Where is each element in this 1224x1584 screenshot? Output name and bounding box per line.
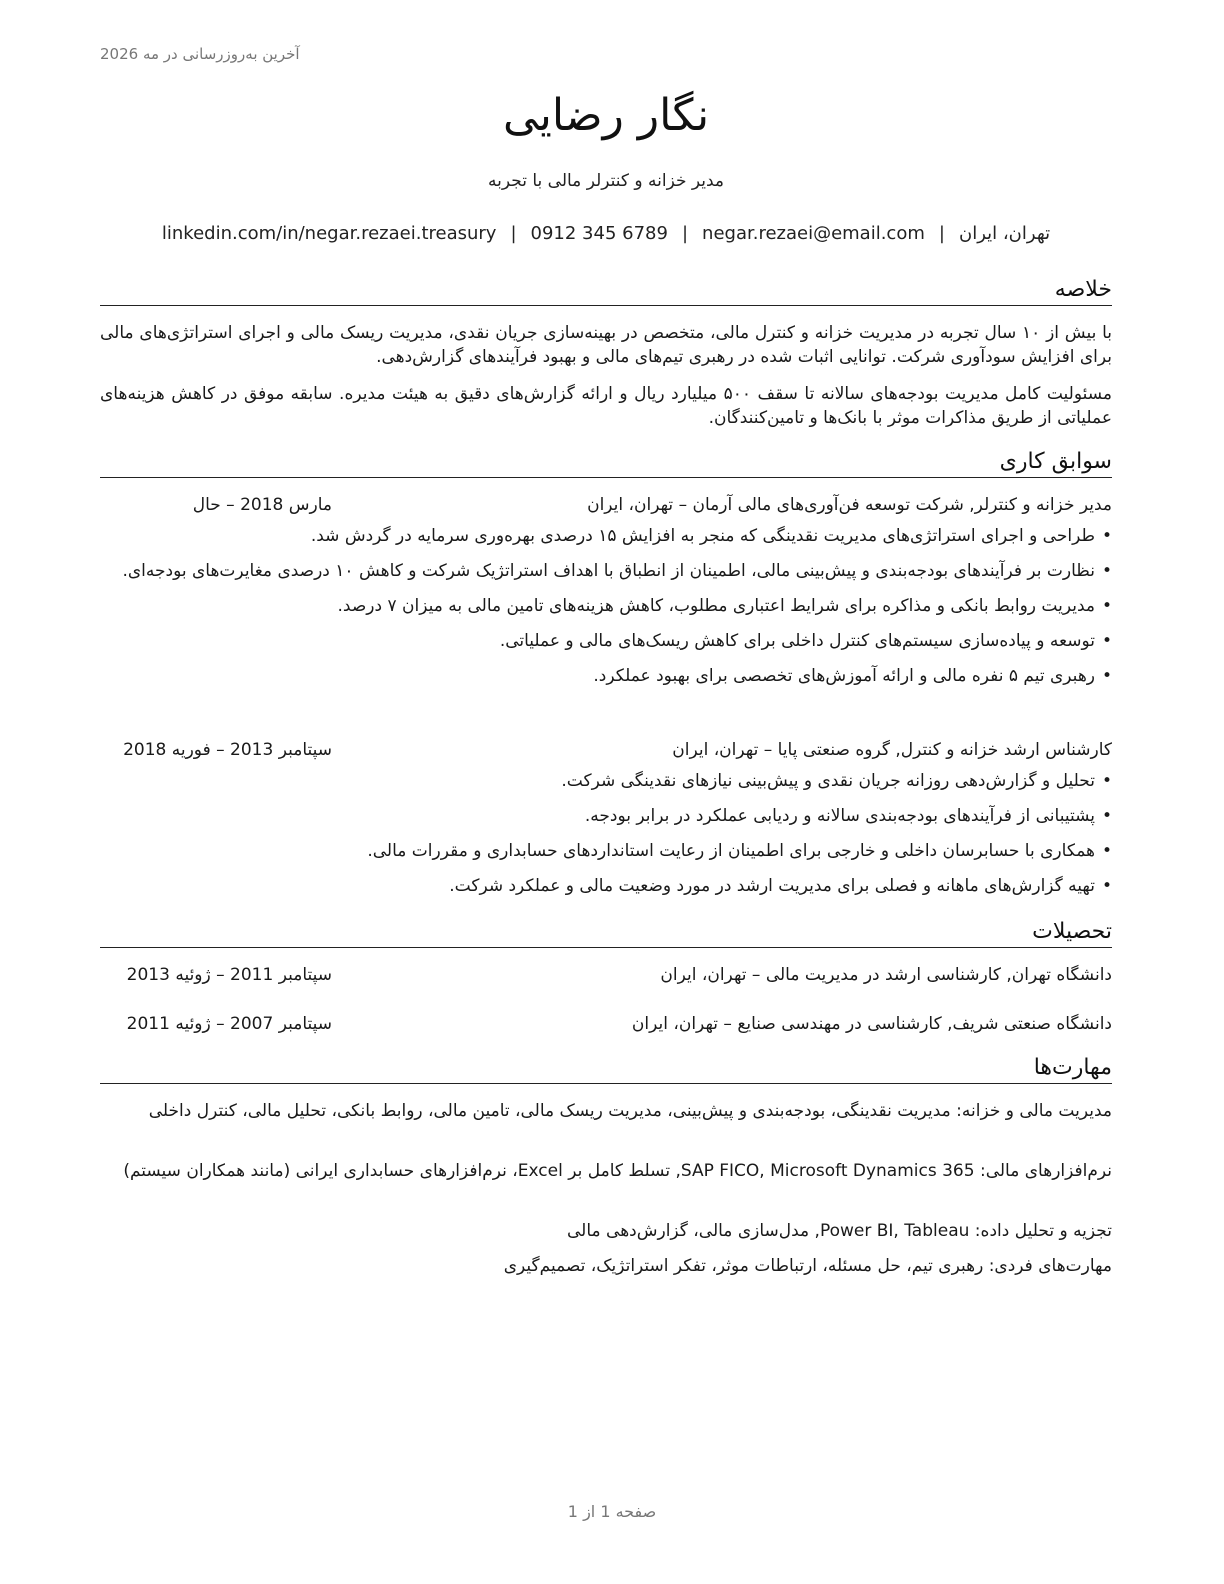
skill-line: نرم‌افزارهای مالی: SAP FICO, Microsoft Dynamics 365, تسلط کامل بر Excel، نرم‌افزارهای حسابداری ایرانی (مانند همکاران سیستم): [123, 1161, 1112, 1181]
candidate-name: نگار رضایی: [502, 90, 710, 141]
job-role: مدیر خزانه و کنترلر, شرکت توسعه فن‌آوری‌های مالی آرمان – تهران، ایران: [587, 495, 1112, 515]
page-number: صفحه 1 از 1: [567, 1502, 657, 1521]
contact-location: تهران، ایران: [958, 223, 1051, 244]
education-item: [100, 963, 1112, 987]
skill-line: تجزیه و تحلیل داده: Power BI, Tableau, مدل‌سازی مالی، گزارش‌دهی مالی: [566, 1221, 1112, 1241]
job-dates: سپتامبر 2013 – فوریه 2018: [123, 740, 332, 760]
education-degree: دانشگاه تهران, کارشناسی ارشد در مدیریت مالی – تهران، ایران: [660, 965, 1112, 985]
last-updated-note: آخرین به‌روزرسانی در مه 2026: [100, 45, 300, 63]
contact-line: [100, 223, 1112, 244]
resume-page: [100, 0, 1112, 1584]
contact-separator: |: [681, 223, 689, 244]
section-title-education: تحصیلات: [100, 918, 1112, 948]
contact-linkedin[interactable]: linkedin.com/in/negar.rezaei.treasury: [161, 223, 497, 244]
job-bullet: • همکاری با حسابرسان داخلی و خارجی برای اطمینان از رعایت استانداردهای حسابداری و مقررات مالی.: [100, 839, 1112, 863]
education-degree: دانشگاه صنعتی شریف, کارشناسی در مهندسی صنایع – تهران، ایران: [631, 1014, 1112, 1034]
job-bullet: • رهبری تیم ۵ نفره مالی و ارائه آموزش‌های تخصصی برای بهبود عملکرد.: [100, 664, 1112, 688]
section-title-summary: خلاصه: [100, 276, 1112, 306]
skill-line: مدیریت مالی و خزانه: مدیریت نقدینگی، بودجه‌بندی و پیش‌بینی، مدیریت ریسک مالی، تامین مالی، روابط بانکی، تحلیل مالی، کنترل داخلی: [148, 1101, 1112, 1121]
summary-paragraph: مسئولیت کامل مدیریت بودجه‌های سالانه تا سقف ۵۰۰ میلیارد ریال و ارائه گزارش‌های دقیق به هیئت مدیره. سابقه موفق در کاهش هزینه‌های عملیاتی از طریق مذاکرات موثر با بانک‌ها و تامین‌کنندگان.: [100, 384, 1113, 428]
job-bullet: • مدیریت روابط بانکی و مذاکره برای شرایط اعتباری مطلوب، کاهش هزینه‌های تامین مالی به میزان ۷ درصد.: [100, 594, 1112, 618]
contact-email[interactable]: negar.rezaei@email.com: [702, 223, 925, 244]
education-dates: سپتامبر 2011 – ژوئیه 2013: [126, 965, 332, 985]
summary-paragraph: با بیش از ۱۰ سال تجربه در مدیریت خزانه و کنترل مالی، متخصص در بهینه‌سازی جریان نقدی، مدیریت ریسک مالی و اجرای استراتژی‌های مالی برای افزایش سودآوری شرکت. توانایی اثبات شده در رهبری تیم‌های مالی و بهبود فرآیندهای گزارش‌دهی.: [100, 323, 1112, 367]
job-role: کارشناس ارشد خزانه و کنترل, گروه صنعتی پایا – تهران، ایران: [672, 740, 1112, 760]
section-title-skills: مهارت‌ها: [100, 1054, 1112, 1084]
job-bullet: • تهیه گزارش‌های ماهانه و فصلی برای مدیریت ارشد در مورد وضعیت مالی و عملکرد شرکت.: [100, 874, 1112, 898]
job-header: [100, 493, 1112, 517]
contact-separator: |: [510, 223, 517, 244]
education-item: [100, 1012, 1112, 1036]
section-title-experience: سوابق کاری: [100, 448, 1112, 478]
skill-line: مهارت‌های فردی: رهبری تیم، حل مسئله، ارتباطات موثر، تفکر استراتژیک، تصمیم‌گیری: [503, 1256, 1112, 1276]
job-bullet: • توسعه و پیاده‌سازی سیستم‌های کنترل داخلی برای کاهش ریسک‌های مالی و عملیاتی.: [100, 629, 1112, 653]
job-bullet: • تحلیل و گزارش‌دهی روزانه جریان نقدی و پیش‌بینی نیازهای نقدینگی شرکت.: [100, 769, 1112, 793]
job-header: [100, 738, 1112, 762]
job-bullet: • نظارت بر فرآیندهای بودجه‌بندی و پیش‌بینی مالی، اطمینان از انطباق با اهداف استراتژیک شرکت و کاهش ۱۰ درصدی مغایرت‌های بودجه‌ای.: [100, 559, 1112, 583]
job-bullet: • پشتیبانی از فرآیندهای بودجه‌بندی سالانه و ردیابی عملکرد در برابر بودجه.: [100, 804, 1112, 828]
job-bullet: • طراحی و اجرای استراتژی‌های مدیریت نقدینگی که منجر به افزایش ۱۵ درصدی بهره‌وری سرمایه در گردش شد.: [100, 524, 1112, 548]
candidate-headline: مدیر خزانه و کنترلر مالی با تجربه: [488, 171, 724, 191]
job-dates: مارس 2018 – حال: [192, 495, 332, 515]
education-dates: سپتامبر 2007 – ژوئیه 2011: [126, 1014, 332, 1034]
contact-phone[interactable]: 0912 345 6789: [530, 223, 668, 244]
job-bullets: [100, 769, 1112, 909]
job-bullets: [100, 524, 1112, 699]
contact-separator: |: [938, 223, 945, 244]
